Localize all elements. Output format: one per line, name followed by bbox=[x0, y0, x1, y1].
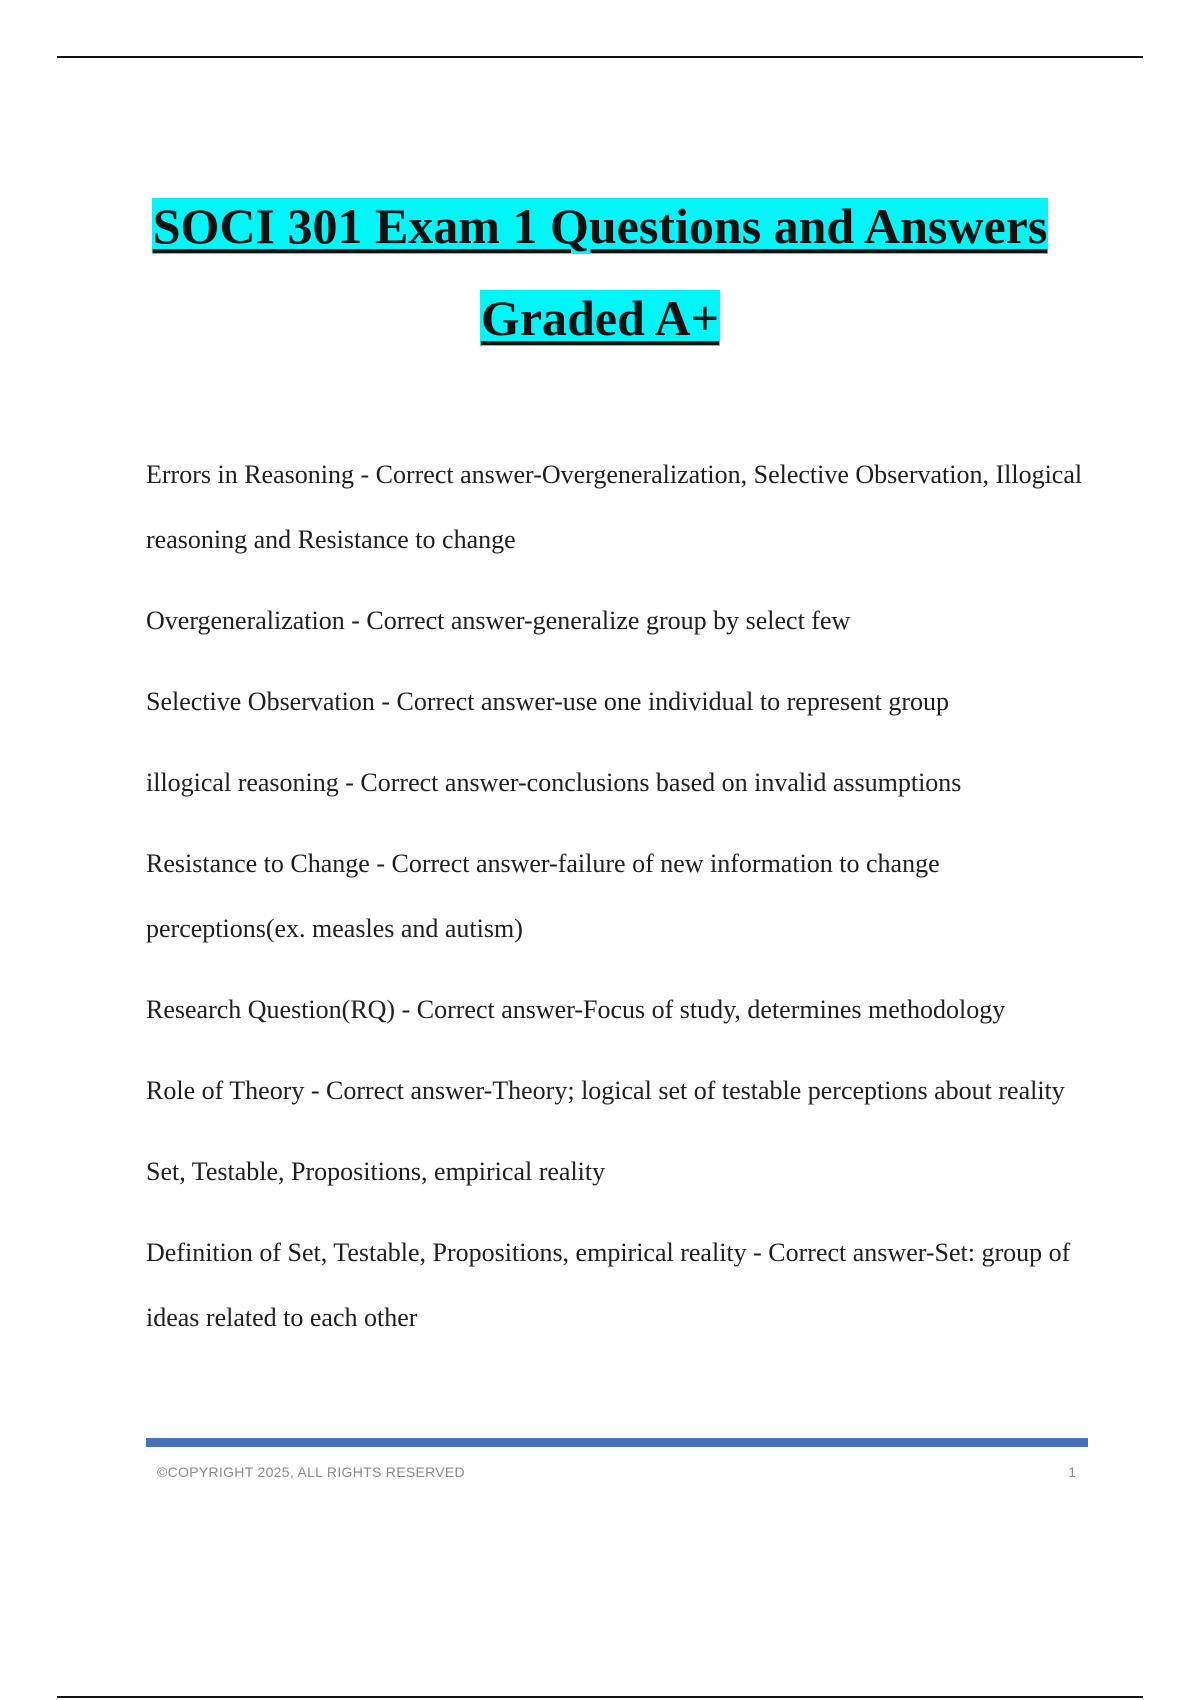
qa-list bbox=[146, 442, 1096, 1366]
qa-item-role-of-theory: Role of Theory - Correct answer-Theory; logical set of testable perceptions about reality bbox=[146, 1076, 1065, 1105]
qa-item-set-testable: Set, Testable, Propositions, empirical reality bbox=[146, 1157, 606, 1186]
qa-item-research-question: Research Question(RQ) - Correct answer-Focus of study, determines methodology bbox=[146, 995, 1006, 1024]
qa-item-definition-of-set: Definition of Set, Testable, Propositions, empirical reality - Correct answer-Set: group of ideas related to each other bbox=[146, 1238, 1071, 1332]
title-line-1: SOCI 301 Exam 1 Questions and Answers bbox=[152, 198, 1048, 254]
document-title bbox=[0, 180, 1200, 364]
title-line-2: Graded A+ bbox=[480, 290, 720, 346]
qa-item-errors-in-reasoning: Errors in Reasoning - Correct answer-Overgeneralization, Selective Observation, Illogical reasoning and Resistance to change bbox=[146, 460, 1083, 554]
page-number: 1 bbox=[1068, 1464, 1076, 1480]
qa-item-selective-observation: Selective Observation - Correct answer-use one individual to represent group bbox=[146, 687, 950, 716]
footer-copyright: ©COPYRIGHT 2025, ALL RIGHTS RESERVED bbox=[157, 1464, 465, 1480]
qa-item-overgeneralization: Overgeneralization - Correct answer-generalize group by select few bbox=[146, 606, 851, 635]
footer-bar bbox=[146, 1438, 1088, 1447]
qa-item-illogical-reasoning: illogical reasoning - Correct answer-conclusions based on invalid assumptions bbox=[146, 768, 962, 797]
top-rule bbox=[57, 56, 1143, 58]
qa-item-resistance-to-change: Resistance to Change - Correct answer-failure of new information to change perceptions(ex. measles and autism) bbox=[146, 849, 940, 943]
bottom-rule bbox=[57, 1696, 1143, 1698]
